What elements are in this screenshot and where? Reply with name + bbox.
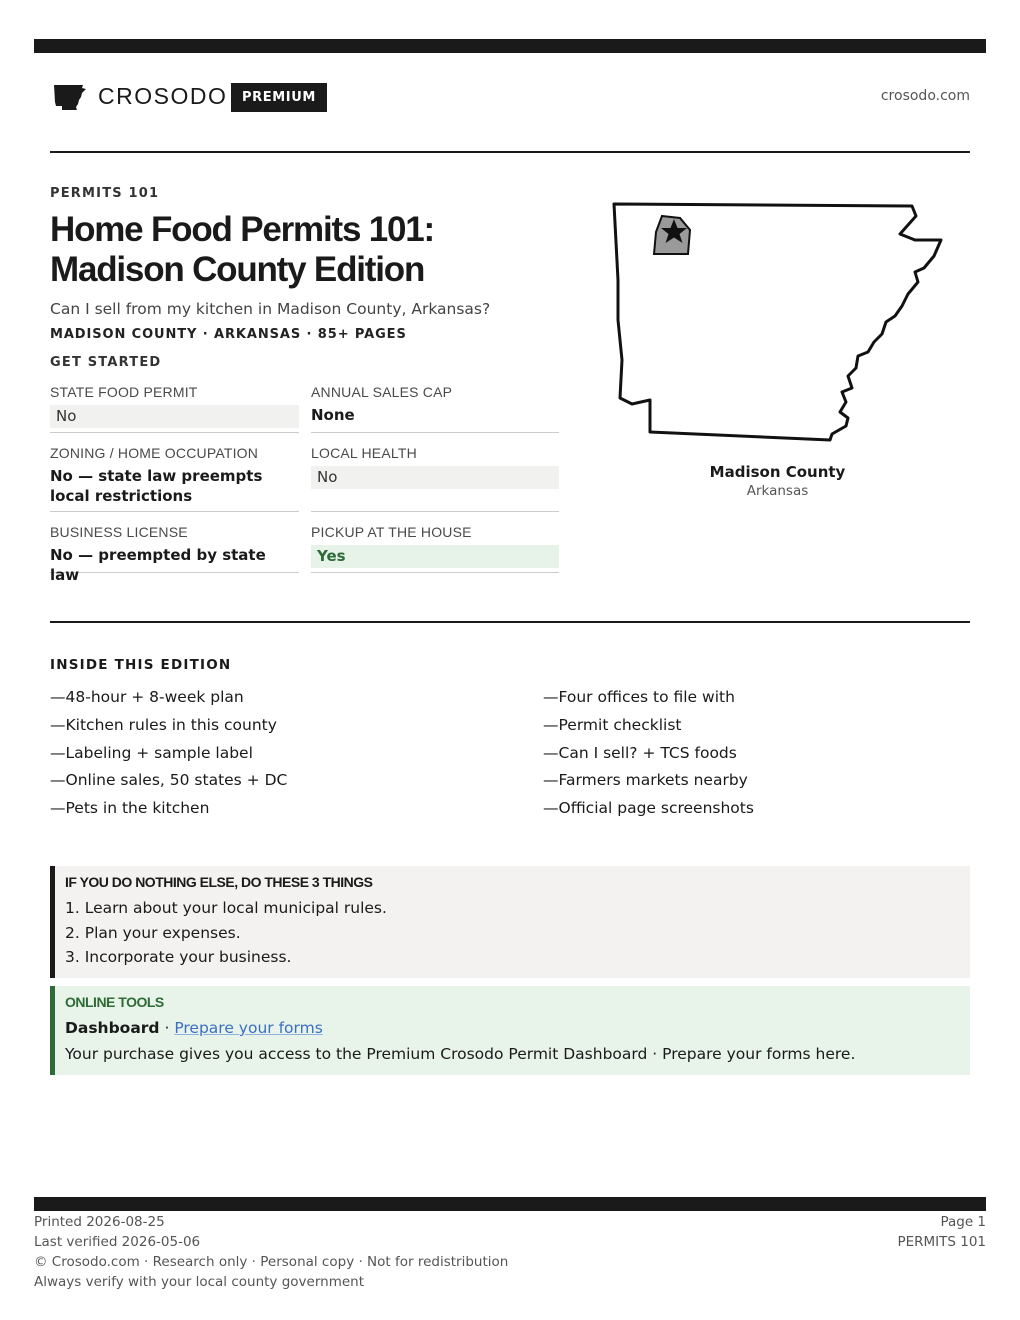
section-divider: [50, 621, 970, 623]
premium-badge: PREMIUM: [231, 83, 327, 112]
map-caption: [690, 462, 865, 501]
inside-heading: INSIDE THIS EDITION: [50, 657, 232, 673]
fact-pickup: [311, 523, 559, 573]
list-item: —Labeling + sample label: [50, 743, 253, 762]
copyright: © Crosodo.com · Research only · Personal copy · Not for redistribution: [34, 1254, 509, 1270]
list-item: —Can I sell? + TCS foods: [543, 743, 737, 762]
top-bar: [34, 39, 986, 53]
fact-value: No: [311, 466, 559, 489]
get-started-heading: GET STARTED: [50, 355, 162, 370]
tools-description: Your purchase gives you access to the Premium Crosodo Permit Dashboard · Prepare your forms here.: [65, 1045, 856, 1063]
header: [50, 76, 970, 120]
callout-list: [65, 896, 970, 970]
fact-label: BUSINESS LICENSE: [50, 524, 188, 540]
title-line-1: Home Food Permits 101:: [50, 210, 434, 249]
fact-business-license: [50, 523, 299, 584]
three-things-callout: [50, 866, 970, 978]
edition-meta: MADISON COUNTY · ARKANSAS · 85+ PAGES: [50, 327, 407, 342]
fact-label: STATE FOOD PERMIT: [50, 384, 198, 400]
list-item: 3. Incorporate your business.: [65, 948, 292, 966]
list-item: —Official page screenshots: [543, 799, 754, 818]
list-item: —Permit checklist: [543, 715, 682, 734]
inside-list-left: [50, 684, 287, 823]
site-url[interactable]: crosodo.com: [880, 88, 970, 104]
verified-date: Last verified 2026-05-06: [34, 1234, 201, 1250]
title-line-2: Madison County Edition: [50, 250, 425, 289]
fact-state-food-permit: [50, 383, 299, 433]
online-tools-panel: [50, 986, 970, 1075]
section-kicker: PERMITS 101: [50, 186, 160, 201]
separator: ·: [159, 1019, 175, 1037]
footer-left: [34, 1212, 508, 1292]
prepare-forms-link[interactable]: Prepare your forms: [174, 1019, 323, 1037]
inside-list-right: [543, 684, 754, 823]
list-item: —Farmers markets nearby: [543, 771, 748, 790]
header-divider: [50, 151, 970, 153]
list-item: —Four offices to file with: [543, 688, 735, 706]
fact-label: PICKUP AT THE HOUSE: [311, 524, 472, 540]
list-item: 1. Learn about your local municipal rules.: [65, 899, 387, 917]
fact-value: No — preempted by state law: [50, 546, 266, 584]
fact-value: None: [311, 406, 355, 424]
brand-name[interactable]: CROSODO: [98, 83, 228, 109]
fact-label: LOCAL HEALTH: [311, 445, 417, 461]
arkansas-state-icon: [52, 82, 88, 112]
tools-heading: ONLINE TOOLS: [65, 994, 164, 1010]
page-number: Page 1: [940, 1214, 986, 1230]
list-item: 2. Plan your expenses.: [65, 923, 241, 942]
footer-section: PERMITS 101: [897, 1234, 986, 1250]
fact-value: No: [50, 405, 299, 428]
list-item: —Kitchen rules in this county: [50, 715, 277, 734]
fact-value: Yes: [311, 545, 559, 568]
verify-advice: Always verify with your local county government: [34, 1274, 364, 1290]
tools-links: [65, 1018, 970, 1038]
fact-local-health: [311, 444, 559, 512]
dashboard-link[interactable]: Dashboard: [65, 1019, 160, 1037]
bottom-bar: [34, 1197, 986, 1211]
map-county-name: Madison County: [709, 463, 846, 481]
footer-right: [897, 1212, 986, 1252]
page-subtitle: Can I sell from my kitchen in Madison County, Arkansas?: [50, 300, 491, 318]
fact-label: ZONING / HOME OCCUPATION: [50, 445, 259, 461]
fact-label: ANNUAL SALES CAP: [311, 384, 453, 400]
fact-annual-sales-cap: [311, 383, 559, 433]
list-item: —48-hour + 8-week plan: [50, 688, 244, 706]
fact-value: No — state law preempts local restrictions: [50, 467, 263, 505]
state-map: [600, 195, 950, 450]
list-item: —Pets in the kitchen: [50, 799, 210, 818]
fact-zoning: [50, 444, 299, 512]
page-title: [50, 210, 570, 290]
printed-date: Printed 2026-08-25: [34, 1214, 165, 1230]
map-state-name: Arkansas: [746, 483, 809, 499]
callout-heading: IF YOU DO NOTHING ELSE, DO THESE 3 THINGS: [65, 874, 373, 890]
list-item: —Online sales, 50 states + DC: [50, 771, 288, 790]
